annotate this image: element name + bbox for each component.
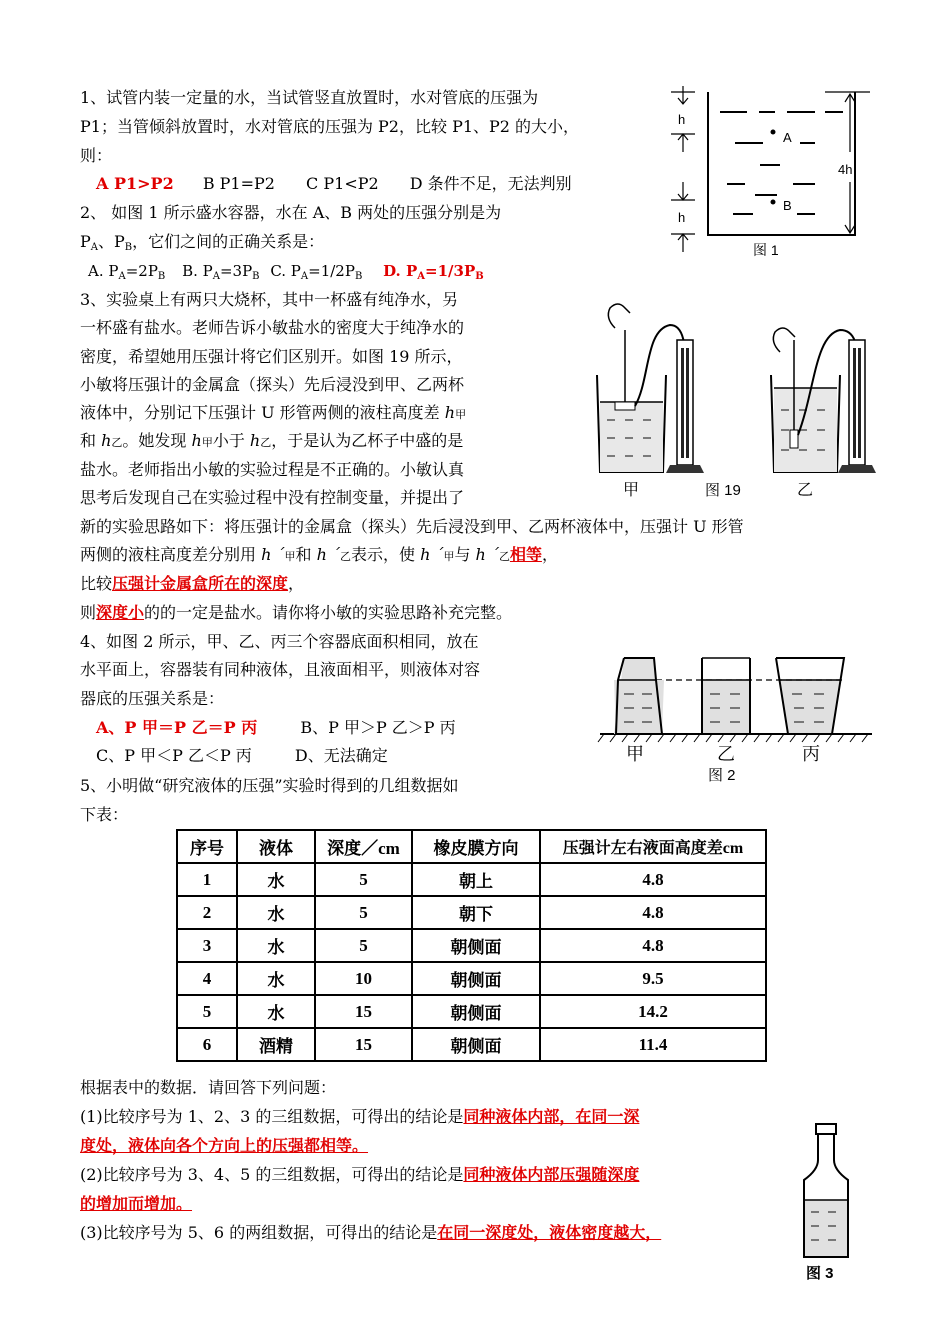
text-fragment: 液体中，分别记下压强计 U 形管两侧的液柱高度差 xyxy=(80,403,445,422)
fig2-label-yi: 乙 xyxy=(717,744,735,764)
q1-line3: 则： xyxy=(80,146,113,165)
table-cell: 3 xyxy=(177,929,237,962)
table-row xyxy=(177,1028,766,1061)
q4-line2: 水平面上，容器装有同种液体，且液面相平，则液体对容 xyxy=(80,660,481,679)
table-cell: 10 xyxy=(315,962,412,995)
text-fragment: 乙 xyxy=(498,550,510,563)
text-fragment: =3P xyxy=(219,262,253,280)
text-fragment: 甲 xyxy=(443,550,455,563)
q3-line2: 一杯盛有盐水。老师告诉小敏盐水的密度大于纯净水的 xyxy=(80,318,465,337)
text-fragment: 、P xyxy=(98,232,125,251)
header-direction: 橡皮膜方向 xyxy=(412,830,540,863)
q5-after-table: 根据表中的数据．请回答下列问题： xyxy=(80,1078,337,1097)
text-fragment: ， xyxy=(288,574,305,593)
q2-option-d xyxy=(383,262,484,280)
q2-option-a xyxy=(88,262,165,280)
q5-answer3-line1 xyxy=(80,1223,661,1243)
table-row xyxy=(177,962,766,995)
beaker-yi xyxy=(771,328,876,473)
table-cell: 1 xyxy=(177,863,237,896)
table-row xyxy=(177,863,766,896)
header-height-diff: 压强计左右液面高度差cm xyxy=(540,830,766,863)
table-cell: 5 xyxy=(315,863,412,896)
fig2-label-jia: 甲 xyxy=(626,744,644,764)
text-fragment: ， xyxy=(541,545,558,564)
table-cell: 水 xyxy=(237,995,315,1028)
text-fragment: 乙 xyxy=(260,436,272,449)
q1-line2: P1；当管倾斜放置时，水对管底的压强为 P2，比较 P1、P2 的大小， xyxy=(80,117,580,136)
table-cell: 水 xyxy=(237,863,315,896)
text-fragment: A xyxy=(118,271,126,282)
text-fragment: h xyxy=(444,403,456,422)
text-fragment: C. P xyxy=(270,262,301,280)
q3-answer-depth: 压强计金属盒所在的深度 xyxy=(112,574,289,593)
table-cell: 6 xyxy=(177,1028,237,1061)
q1-line1: 1、试管内装一定量的水，当试管竖直放置时，水对管底的压强为 xyxy=(80,88,539,107)
q3-line12 xyxy=(80,603,512,623)
header-index: 序号 xyxy=(177,830,237,863)
fig2-caption: 图 2 xyxy=(708,767,736,784)
text-fragment: 的增加而增加。 xyxy=(80,1194,193,1213)
table-cell: 朝侧面 xyxy=(412,995,540,1028)
table-cell: 酒精 xyxy=(237,1028,315,1061)
q3-line5 xyxy=(80,403,466,425)
fig1-h-top: h xyxy=(678,112,686,127)
q1-option-d: D 条件不足，无法判别 xyxy=(409,174,572,193)
fig3-caption: 图 3 xyxy=(806,1265,834,1282)
point-a-label: A xyxy=(783,130,792,145)
text-fragment: B xyxy=(354,271,363,282)
q3-line8: 思考后发现自己在实验过程中没有控制变量，并提出了 xyxy=(80,488,465,507)
header-depth: 深度／cm xyxy=(315,830,412,863)
text-fragment: A xyxy=(212,271,220,282)
q5-line2: 下表： xyxy=(80,805,129,824)
q2-line1: 2、 如图 1 所示盛水容器，水在 A、B 两处的压强分别是为 xyxy=(80,203,502,222)
q4-option-d: D、无法确定 xyxy=(294,746,388,765)
table-cell: 朝下 xyxy=(412,896,540,929)
point-b-label: B xyxy=(783,198,792,213)
text-fragment: ，它们之间的正确关系是： xyxy=(132,232,325,251)
text-fragment: h xyxy=(101,431,112,450)
text-fragment: A xyxy=(90,242,98,253)
text-fragment: ，于是认为乙杯子中盛的是 xyxy=(271,431,464,450)
text-fragment: B. P xyxy=(182,262,213,280)
table-cell: 5 xyxy=(177,995,237,1028)
text-fragment: A. P xyxy=(88,262,119,280)
q4-option-a: A、P 甲＝P 乙＝P 丙 xyxy=(96,718,258,737)
table-row xyxy=(177,896,766,929)
text-fragment: 乙 xyxy=(111,436,123,449)
text-fragment: 比较 xyxy=(80,574,113,593)
text-fragment: 甲 xyxy=(201,436,213,449)
q1-option-b: B P1=P2 xyxy=(202,174,275,193)
table-cell: 朝侧面 xyxy=(412,1028,540,1061)
q5-line1: 5、小明做“研究液体的压强”实验时得到的几组数据如 xyxy=(80,776,459,795)
table-cell: 2 xyxy=(177,896,237,929)
header-liquid: 液体 xyxy=(237,830,315,863)
text-fragment: =2P xyxy=(125,262,158,280)
q2-options xyxy=(88,261,484,287)
table-row xyxy=(177,995,766,1028)
fig19-caption: 图 19 xyxy=(705,482,741,499)
table-cell: 水 xyxy=(237,962,315,995)
table-cell: 朝侧面 xyxy=(412,929,540,962)
text-fragment: A xyxy=(417,271,426,282)
q4-options-row2 xyxy=(96,746,388,766)
text-fragment: B xyxy=(124,242,133,253)
table-cell: 水 xyxy=(237,929,315,962)
q3-line3: 密度，希望她用压强计将它们区别开。如图 19 所示， xyxy=(80,347,463,366)
text-fragment: 乙 xyxy=(339,550,351,563)
text-fragment: P xyxy=(80,232,91,251)
text-fragment: 和 xyxy=(80,431,102,450)
table-cell: 4 xyxy=(177,962,237,995)
q4-line1: 4、如图 2 所示，甲、乙、丙三个容器底面积相同，放在 xyxy=(80,632,479,651)
q5-answer3: 在同一深度处，液体密度越大， xyxy=(437,1223,662,1242)
figure-1 xyxy=(665,82,880,262)
q5-answer1: 同种液体内部，在同一深 xyxy=(463,1107,640,1126)
q3-line1: 3、实验桌上有两只大烧杯，其中一杯盛有纯净水，另 xyxy=(80,290,459,309)
q1-options xyxy=(96,174,572,194)
point-b-marker xyxy=(771,200,776,205)
q5-answer2-line1 xyxy=(80,1165,639,1185)
text-fragment: 表示，使 xyxy=(350,545,421,564)
q3-line4: 小敏将压强计的金属盒（探头）先后浸没到甲、乙两杯 xyxy=(80,375,465,394)
q4-line3: 器底的压强关系是： xyxy=(80,689,225,708)
text-fragment: 。她发现 xyxy=(122,431,192,450)
text-fragment: h ´ xyxy=(316,545,340,564)
table-cell: 4.8 xyxy=(540,863,766,896)
table-cell: 14.2 xyxy=(540,995,766,1028)
figure-2 xyxy=(596,648,876,786)
text-fragment: 的的一定是盐水。请你将小敏的实验思路补充完整。 xyxy=(144,603,513,622)
table-cell: 5 xyxy=(315,896,412,929)
table-cell: 11.4 xyxy=(540,1028,766,1061)
table-cell: 15 xyxy=(315,995,412,1028)
q5-answer2-line2 xyxy=(80,1194,192,1214)
text-fragment: 与 xyxy=(454,545,476,564)
text-fragment: h ´ xyxy=(420,545,444,564)
beaker-jia xyxy=(597,304,704,473)
q4-option-c: C、P 甲＜P 乙＜P 丙 xyxy=(96,746,252,765)
q2-option-c xyxy=(270,262,362,280)
table-cell: 15 xyxy=(315,1028,412,1061)
q5-answer1-line1 xyxy=(80,1107,639,1127)
q5-answer2: 同种液体内部压强随深度 xyxy=(463,1165,640,1184)
text-fragment: 度处，液体向各个方向上的压强都相等。 xyxy=(80,1136,369,1155)
text-fragment: 小于 xyxy=(212,431,250,450)
table-cell: 朝侧面 xyxy=(412,962,540,995)
q3-line7: 盐水。老师指出小敏的实验过程是不正确的。小敏认真 xyxy=(80,460,465,479)
fig2-label-bing: 丙 xyxy=(802,744,820,764)
text-fragment: 甲 xyxy=(284,550,296,563)
q3-answer-shallow: 深度小 xyxy=(96,603,145,622)
q1-option-c: C P1<P2 xyxy=(306,174,379,193)
text-fragment: h xyxy=(191,431,202,450)
q3-line11 xyxy=(80,574,304,594)
text-fragment: (3)比较序号为 5、6 的两组数据，可得出的结论是 xyxy=(80,1223,438,1242)
figure-19 xyxy=(575,290,895,505)
q3-line6 xyxy=(80,431,463,453)
q3-line10 xyxy=(80,545,558,567)
text-fragment: 和 xyxy=(295,545,317,564)
text-fragment: h ´ xyxy=(261,545,285,564)
table-cell: 4.8 xyxy=(540,929,766,962)
point-a-marker xyxy=(771,130,776,135)
text-fragment: h xyxy=(249,431,261,450)
figure-3-bottle xyxy=(796,1120,856,1285)
text-fragment: 甲 xyxy=(455,408,467,421)
fig1-h-bottom: h xyxy=(678,210,686,225)
table-row xyxy=(177,929,766,962)
fig19-label-yi: 乙 xyxy=(797,482,814,499)
fig1-4h-label: 4h xyxy=(838,162,853,177)
text-fragment: 则 xyxy=(80,603,97,622)
q4-options-row1 xyxy=(96,718,456,738)
text-fragment: 两侧的液柱高度差分别用 xyxy=(80,545,262,564)
q2-option-b xyxy=(182,262,259,280)
table-header-row xyxy=(177,830,766,863)
text-fragment: A xyxy=(300,271,309,282)
q4-option-b: B、P 甲＞P 乙＞P 丙 xyxy=(300,718,456,737)
table-cell: 4.8 xyxy=(540,896,766,929)
q5-answer1-line2 xyxy=(80,1136,368,1156)
table-cell: 水 xyxy=(237,896,315,929)
fig1-caption: 图 1 xyxy=(753,242,779,258)
text-fragment: (2)比较序号为 3、4、5 的三组数据，可得出的结论是 xyxy=(80,1165,464,1184)
text-fragment: h ´ xyxy=(475,545,499,564)
text-fragment: B xyxy=(157,271,166,282)
text-fragment: =1/3P xyxy=(425,262,476,280)
q1-option-a: A P1>P2 xyxy=(96,174,174,193)
table-cell: 朝上 xyxy=(412,863,540,896)
data-table xyxy=(176,829,767,1062)
fig19-label-jia: 甲 xyxy=(623,482,640,499)
text-fragment: =1/2P xyxy=(308,262,355,280)
q3-answer-equal: 相等 xyxy=(509,545,542,564)
table-cell: 5 xyxy=(315,929,412,962)
table-cell: 9.5 xyxy=(540,962,766,995)
q3-line9: 新的实验思路如下：将压强计的金属盒（探头）先后浸没到甲、乙两杯液体中，压强计 U 形管 xyxy=(80,517,744,536)
text-fragment: B xyxy=(252,271,260,282)
text-fragment: D. P xyxy=(383,262,418,280)
text-fragment: B xyxy=(475,271,484,282)
text-fragment: (1)比较序号为 1、2、3 的三组数据，可得出的结论是 xyxy=(80,1107,464,1126)
q2-line2 xyxy=(80,232,324,258)
